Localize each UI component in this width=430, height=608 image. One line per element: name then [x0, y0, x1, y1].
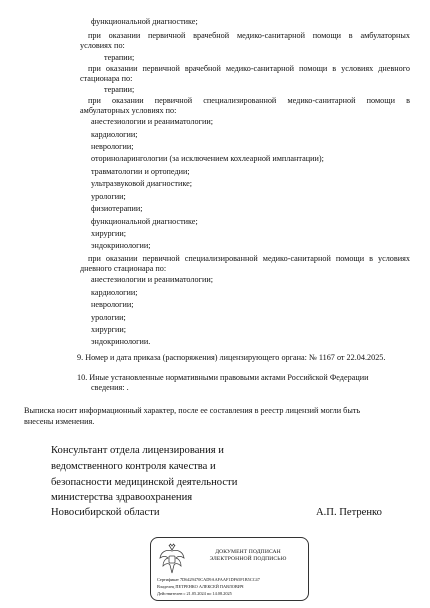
text-line: неврологии; [91, 300, 134, 309]
text-line: стационара по: [80, 74, 133, 83]
item-9: 9. Номер и дата приказа (распоряжения) лицензирующего органа: № 1167 от 22.04.2025. [77, 353, 386, 362]
stamp-owner: Владелец ПЕТРЕНКО АЛЕКСЕЙ ПАВЛОВИЧ [157, 584, 244, 589]
text-line: при оказании первичной специализированной медико-санитарной помощи в условиях [88, 254, 410, 263]
text-line: ультразвуковой диагностике; [91, 179, 193, 188]
text-line: амбулаторных условиях по: [80, 106, 177, 115]
disclaimer-line: Выписка носит информационный характер, после ее составления в реестр лицензий могли быть [24, 406, 361, 415]
text-line: неврологии; [91, 142, 134, 151]
text-line: урологии; [91, 313, 126, 322]
stamp-title [189, 549, 307, 562]
text-line: физиотерапии; [91, 204, 143, 213]
text-line: анестезиологии и реаниматологии; [91, 117, 213, 126]
text-line: эндокринологии; [91, 241, 151, 250]
text-line: травматологии и ортопедии; [91, 167, 190, 176]
stamp-title-line: ЭЛЕКТРОННОЙ ПОДПИСЬЮ [209, 555, 287, 562]
text-line: оториноларингологии (за исключением кохлеарной имплантации); [91, 154, 324, 163]
text-line: кардиологии; [91, 130, 138, 139]
stamp-certificate: Сертификат 7D6429470CAD9AAFAAF1DF65F1B5CC47 [157, 577, 260, 582]
text-line: дневного стационара по: [80, 264, 167, 273]
signatory-name: А.П. Петренко [316, 507, 382, 518]
stamp-validity: Действителен с 21.05.2024 по 14.08.2025 [157, 591, 232, 596]
signature-position: Новосибирской области [51, 507, 160, 518]
text-line: условиях по: [80, 41, 125, 50]
text-line: при оказании первичной специализированной медико-санитарной помощи в [88, 96, 410, 105]
text-line: при оказании первичной врачебной медико-санитарной помощи в условиях дневного [88, 64, 410, 73]
electronic-signature-stamp [150, 537, 309, 601]
text-line: терапии; [104, 85, 135, 94]
text-line: терапии; [104, 53, 135, 62]
item-10: 10. Иные установленные нормативными правовыми актами Российской Федерации [77, 373, 369, 382]
text-line: функциональной диагностике; [91, 217, 198, 226]
signature-position: Консультант отдела лицензирования и [51, 445, 224, 456]
disclaimer-line: внесены изменения. [24, 417, 95, 426]
item-10-continuation: сведения: . [91, 383, 129, 392]
text-line: хирургии; [91, 229, 127, 238]
text-line: урологии; [91, 192, 126, 201]
text-line: при оказании первичной врачебной медико-санитарной помощи в амбулаторных [88, 31, 410, 40]
text-line: эндокринологии. [91, 337, 151, 346]
text-line: хирургии; [91, 325, 127, 334]
signature-position: ведомственного контроля качества и [51, 461, 216, 472]
text-line: функциональной диагностике; [91, 17, 198, 26]
stamp-title-line: ДОКУМЕНТ ПОДПИСАН [215, 549, 281, 555]
text-line: кардиологии; [91, 288, 138, 297]
text-line: анестезиологии и реаниматологии; [91, 275, 213, 284]
signature-position: министерства здравоохранения [51, 492, 193, 503]
coat-of-arms-icon [157, 542, 187, 576]
signature-position: безопасности медицинской деятельности [51, 477, 238, 488]
